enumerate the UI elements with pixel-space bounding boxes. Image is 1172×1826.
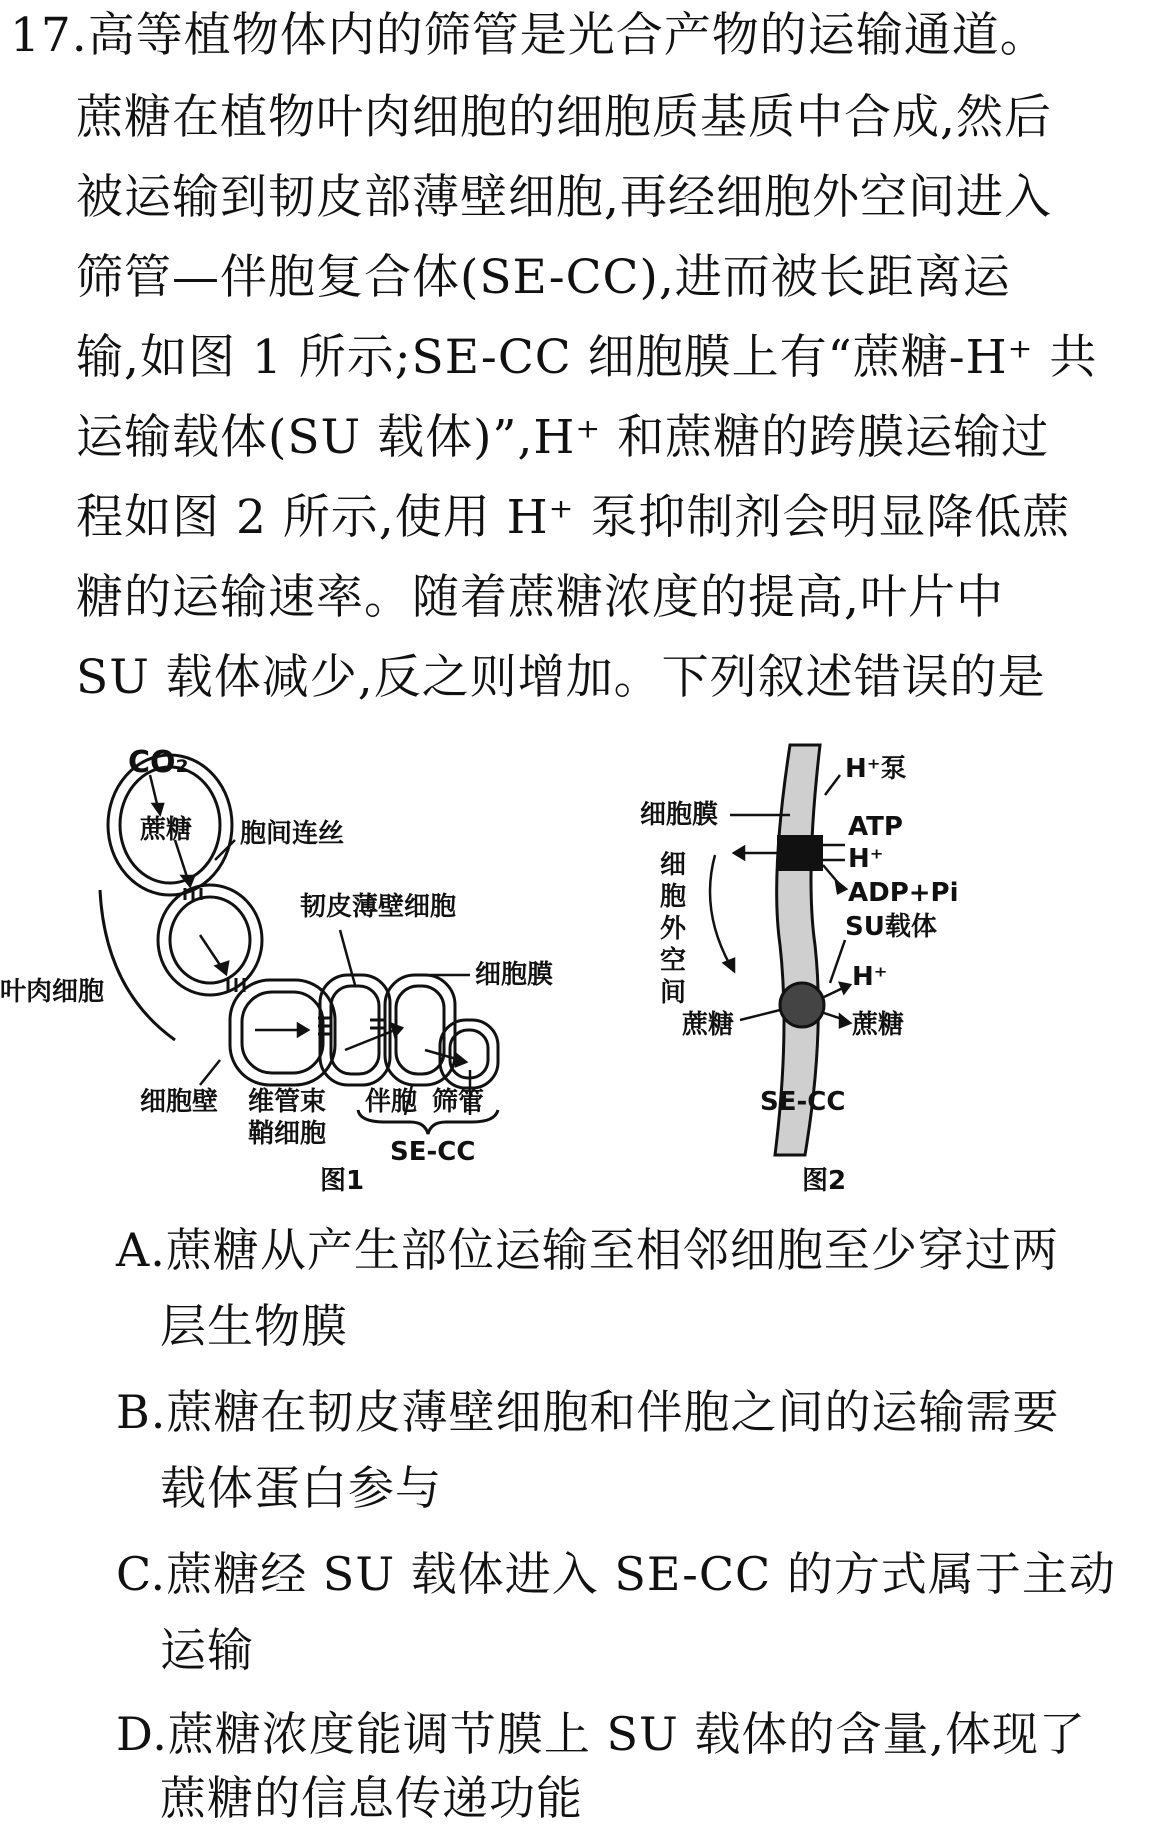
option-b-line-2: 载体蛋白参与 [160, 1461, 442, 1515]
figure-1 [0, 730, 600, 1170]
mesophyll-cell-label: 叶肉细胞 [0, 977, 105, 1007]
arrow-head [153, 804, 163, 814]
h-plus-bottom-label: H⁺ [852, 962, 888, 992]
pump-leader [825, 775, 840, 795]
extracellular-char-3: 外 [660, 914, 687, 944]
option-a-label: A. [116, 1223, 166, 1277]
figure-2 [640, 735, 1000, 1175]
adp-pi-label: ADP+Pi [848, 878, 959, 908]
phloem-parenchyma-label: 韧皮薄壁细胞 [300, 892, 457, 922]
sieve-tube-label: 筛管 [432, 1087, 485, 1117]
h-plus-top-label: H⁺ [848, 844, 884, 874]
middle-cell-outer [158, 885, 262, 995]
cell-wall-label: 细胞壁 [140, 1087, 219, 1117]
arrow-head [734, 847, 744, 859]
sucrose-arrow-2 [200, 935, 222, 968]
atp-label: ATP [848, 812, 903, 842]
arrow-head [724, 959, 734, 971]
diffusion-arrow [710, 855, 730, 965]
option-d-text: 蔗糖浓度能调节膜上 SU 载体的含量,体现了 [167, 1707, 1087, 1761]
se-cc-label-fig2: SE-CC [760, 1087, 846, 1117]
su-carrier-circle [780, 983, 824, 1027]
question-number: 17. [10, 8, 88, 63]
cell-wall-leader [200, 1060, 220, 1085]
sucrose-right-label: 蔗糖 [852, 1010, 905, 1040]
question-line-9: SU 载体减少,反之则增加。下列叙述错误的是 [76, 650, 1046, 705]
option-d-line-1[interactable] [116, 1706, 1128, 1762]
sucrose-in-leader [740, 1010, 780, 1020]
arrow-head [836, 881, 846, 893]
figure-1-caption: 图1 [320, 1166, 365, 1196]
option-c-line-1[interactable] [116, 1546, 1128, 1602]
bundle-sheath-label-1: 维管束 [248, 1087, 327, 1117]
question-line-2: 蔗糖在植物叶肉细胞的细胞质基质中合成,然后 [76, 90, 1052, 145]
companion-cell-inner [396, 986, 444, 1074]
plasmodesmata-label: 胞间连丝 [240, 819, 345, 849]
sucrose-left-label: 蔗糖 [682, 1010, 735, 1040]
sucrose-label: 蔗糖 [140, 815, 193, 845]
arrow-head [840, 983, 850, 993]
arrow-head [298, 1024, 308, 1036]
extracellular-char-1: 细 [660, 850, 687, 880]
cell-membrane-label: 细胞膜 [475, 960, 554, 990]
extracellular-char-5: 间 [660, 978, 687, 1008]
arrow-head [840, 1015, 850, 1027]
question-line-6: 运输载体(SU 载体)”,H⁺ 和蔗糖的跨膜运输过 [76, 410, 1050, 465]
option-c-line-2: 运输 [160, 1623, 254, 1677]
option-d-label: D. [116, 1707, 168, 1761]
sucrose-arrow-4 [345, 1030, 395, 1050]
option-a-line-2: 层生物膜 [160, 1299, 348, 1353]
figure-2-caption: 图2 [802, 1166, 847, 1196]
h-pump-block [777, 835, 823, 871]
h-pump-label: H⁺泵 [845, 754, 907, 784]
phloem-parenchyma-cell-inner [331, 986, 379, 1074]
question-line-5: 输,如图 1 所示;SE-CC 细胞膜上有“蔗糖-H⁺ 共 [76, 330, 1098, 385]
co2-label: CO₂ [128, 745, 189, 780]
companion-cell-label: 伴胞 [365, 1087, 418, 1117]
sucrose-arrow-1 [175, 840, 188, 880]
question-line-7: 程如图 2 所示,使用 H⁺ 泵抑制剂会明显降低蔗 [76, 490, 1071, 545]
option-b-text: 蔗糖在韧皮薄壁细胞和伴胞之间的运输需要 [166, 1385, 1060, 1439]
bundle-sheath-label-2: 鞘细胞 [248, 1119, 327, 1149]
arrow-head [456, 1054, 466, 1066]
se-cc-label: SE-CC [390, 1137, 476, 1167]
su-carrier-label: SU载体 [845, 912, 937, 942]
option-a-text: 蔗糖从产生部位运输至相邻细胞至少穿过两 [165, 1223, 1059, 1277]
bundle-sheath-cell-inner [242, 992, 323, 1073]
option-c-label: C. [116, 1547, 167, 1601]
option-b-line-1[interactable] [116, 1384, 1128, 1440]
question-line-8: 糖的运输速率。随着蔗糖浓度的提高,叶片中 [76, 570, 1004, 625]
question-text: 高等植物体内的筛管是光合产物的运输通道。 [87, 8, 1048, 63]
membrane-label: 细胞膜 [640, 800, 719, 830]
extracellular-char-4: 空 [660, 946, 687, 976]
question-line-4: 筛管—伴胞复合体(SE-CC),进而被长距离运 [76, 250, 1011, 305]
option-b-label: B. [116, 1385, 167, 1439]
option-d-line-2: 蔗糖的信息传递功能 [160, 1771, 583, 1825]
question-line-3: 被运输到韧皮部薄壁细胞,再经细胞外空间进入 [76, 170, 1052, 225]
question-line-1 [0, 8, 1048, 64]
middle-cell-inner [170, 897, 250, 983]
option-a-line-1[interactable] [116, 1222, 1128, 1278]
su-leader [830, 940, 845, 983]
option-c-text: 蔗糖经 SU 载体进入 SE-CC 的方式属于主动 [166, 1547, 1116, 1601]
arrow-head [392, 1024, 402, 1036]
extracellular-char-2: 胞 [660, 882, 687, 912]
